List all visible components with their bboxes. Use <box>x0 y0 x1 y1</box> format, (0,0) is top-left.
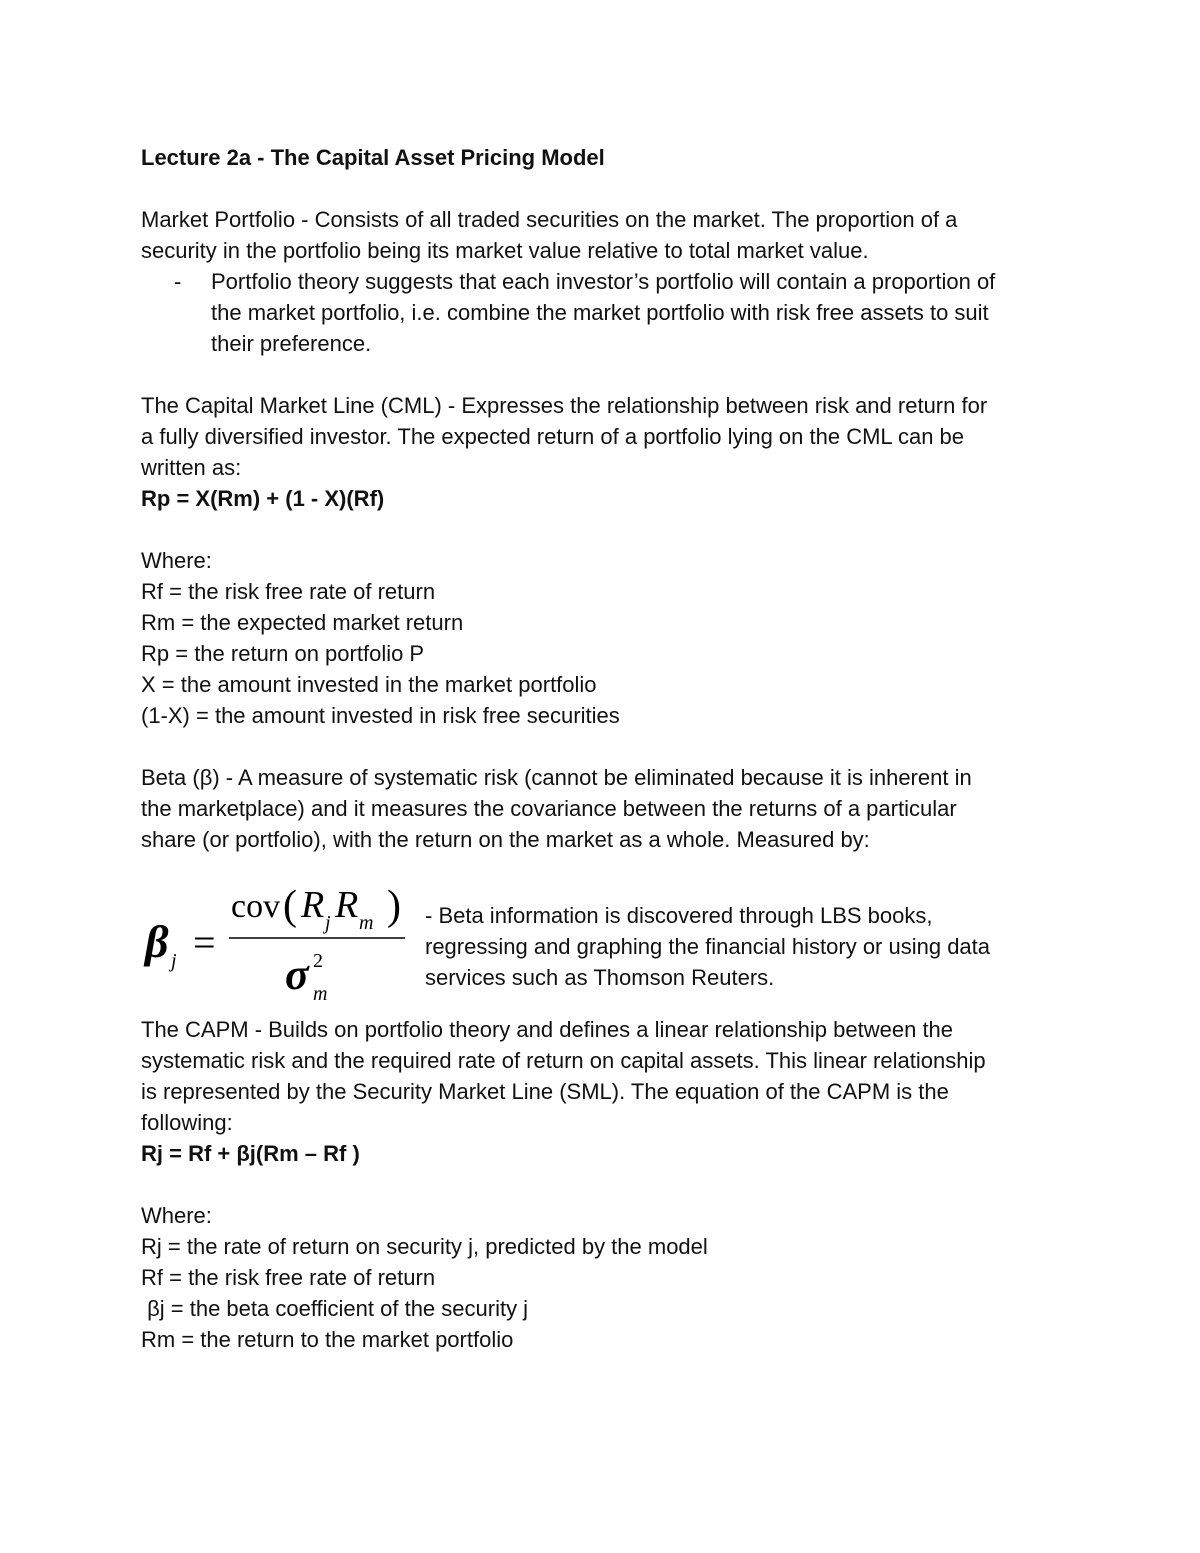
equals-sign: = <box>193 920 216 965</box>
cml-def-1-x: (1-X) = the amount invested in risk free securities <box>141 703 620 728</box>
r-m-subscript: m <box>359 912 374 934</box>
beta-line-3: share (or portfolio), with the return on the market as a whole. Measured by: <box>141 827 870 852</box>
bullet-line-1: Portfolio theory suggests that each investor’s portfolio will contain a proportion of <box>211 269 996 294</box>
bullet-line-3: their preference. <box>211 331 372 356</box>
spacer <box>141 731 1061 762</box>
capm-line-4: following: <box>141 1110 233 1135</box>
sigma-superscript: 2 <box>313 950 323 972</box>
document-page <box>141 142 1061 1355</box>
capm-line-2: systematic risk and the required rate of return on capital assets. This linear relationship <box>141 1048 986 1073</box>
portfolio-theory-bullet <box>174 266 1061 359</box>
cml-line-2: a fully diversified investor. The expected return of a portfolio lying on the CML can be <box>141 424 965 449</box>
capm-line-1: The CAPM - Builds on portfolio theory and defines a linear relationship between the <box>141 1017 954 1042</box>
beta-symbol: β <box>145 916 169 967</box>
cml-def-rf: Rf = the risk free rate of return <box>141 579 436 604</box>
cml-where-label: Where: <box>141 548 212 573</box>
spacer <box>141 1169 1061 1200</box>
spacer <box>141 514 1061 545</box>
cml-line-1: The Capital Market Line (CML) - Expresses the relationship between risk and return for <box>141 393 988 418</box>
beta-note-line-1: - Beta information is discovered through LBS books, <box>425 903 933 928</box>
capm-line-3: is represented by the Security Market Line (SML). The equation of the CAPM is the <box>141 1079 949 1104</box>
sigma-subscript: m <box>313 983 328 1004</box>
beta-line-2: the marketplace) and it measures the covariance between the returns of a particular <box>141 796 957 821</box>
beta-line-1: Beta (β) - A measure of systematic risk (cannot be eliminated because it is inherent in <box>141 765 972 790</box>
open-paren: ( <box>283 883 297 929</box>
lecture-title: Lecture 2a - The Capital Asset Pricing Model <box>141 145 605 170</box>
cml-def-rm: Rm = the expected market return <box>141 610 464 635</box>
cov-function: cov <box>231 888 281 925</box>
cml-def-rp: Rp = the return on portfolio P <box>141 641 425 666</box>
beta-note-line-3: services such as Thomson Reuters. <box>425 965 775 990</box>
market-portfolio-line-2: security in the portfolio being its market value relative to total market value. <box>141 238 869 263</box>
beta-note-line-2: regressing and graphing the financial history or using data <box>425 934 991 959</box>
market-portfolio-line-1: Market Portfolio - Consists of all traded securities on the market. The proportion of a <box>141 207 958 232</box>
cml-equation: Rp = X(Rm) + (1 - X)(Rf) <box>141 486 385 511</box>
capm-def-beta: βj = the beta coefficient of the security j <box>141 1296 529 1321</box>
bullet-text <box>211 266 1061 359</box>
bullet-dash: - <box>174 269 182 294</box>
cml-def-x: X = the amount invested in the market portfolio <box>141 672 597 697</box>
capm-where-label: Where: <box>141 1203 212 1228</box>
beta-subscript: j <box>171 950 177 972</box>
beta-note <box>425 900 1065 993</box>
capm-def-rm: Rm = the return to the market portfolio <box>141 1327 514 1352</box>
r-m: R <box>335 884 359 926</box>
capm-equation: Rj = Rf + βj(Rm – Rf ) <box>141 1141 360 1166</box>
spacer <box>141 359 1061 390</box>
capm-def-rf: Rf = the risk free rate of return <box>141 1265 436 1290</box>
spacer <box>141 173 1061 204</box>
close-paren: ) <box>387 883 401 929</box>
cml-line-3: written as: <box>141 455 242 480</box>
r-j-subscript: j <box>325 912 331 934</box>
beta-formula <box>141 869 421 1004</box>
bullet-line-2: the market portfolio, i.e. combine the market portfolio with risk free assets to suit <box>211 300 989 325</box>
sigma-symbol: σ <box>285 950 309 999</box>
r-j: R <box>301 884 325 926</box>
capm-def-rj: Rj = the rate of return on security j, predicted by the model <box>141 1234 708 1259</box>
beta-formula-row <box>141 869 1061 1004</box>
